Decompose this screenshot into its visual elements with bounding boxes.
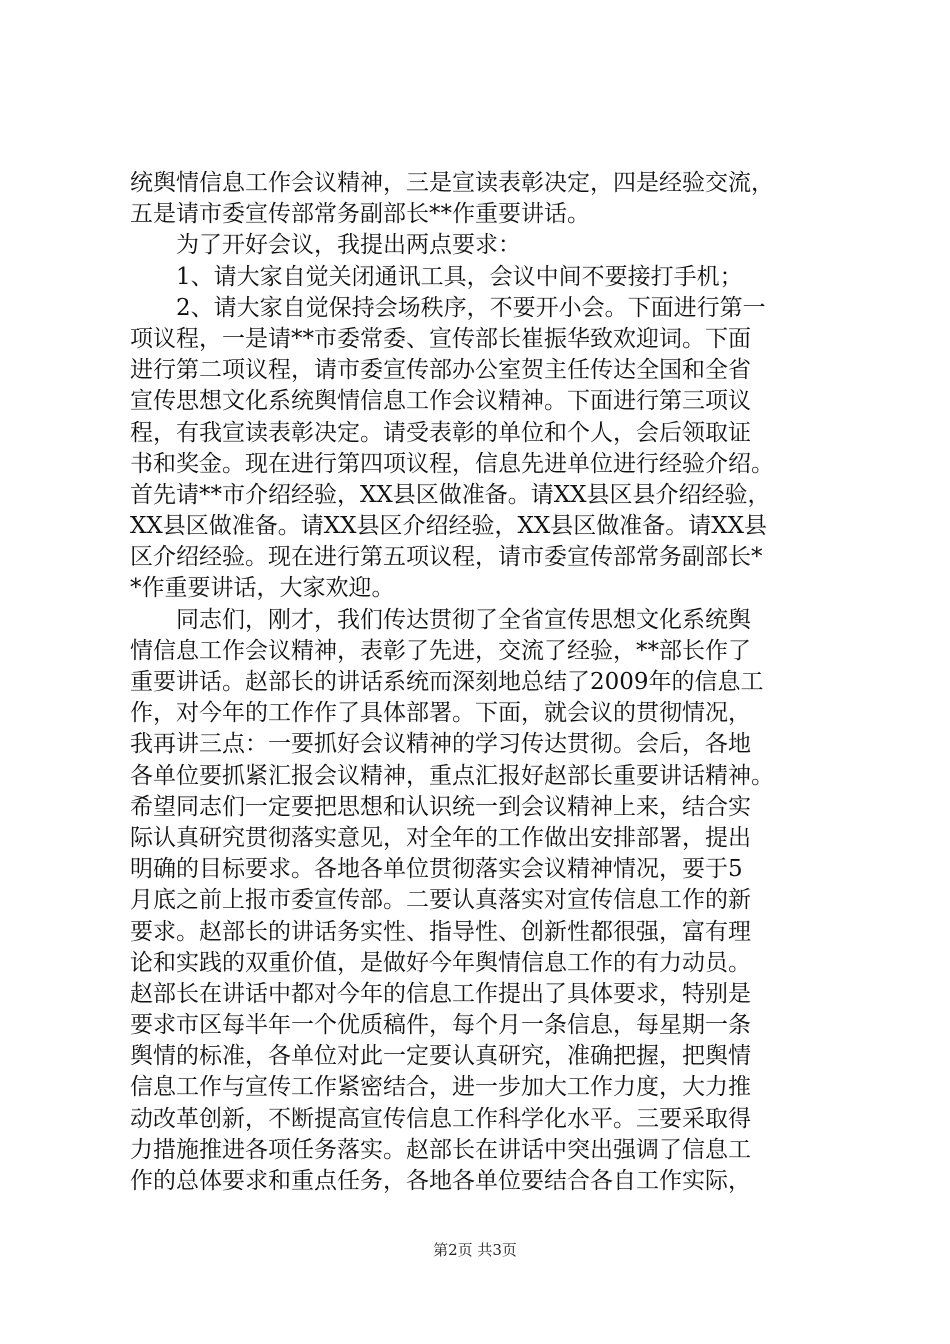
- text-line: 情信息工作会议精神，表彰了先进，交流了经验，**部长作了: [130, 637, 751, 664]
- text-line: 舆情的标准，各单位对此一定要认真研究，准确把握，把舆情: [130, 1043, 751, 1070]
- text-line: 动改革创新，不断提高宣传信息工作科学化水平。三要采取得: [130, 1105, 751, 1132]
- text-line: 2、请大家自觉保持会场秩序，不要开小会。下面进行第一: [130, 294, 766, 321]
- text-line: 论和实践的双重价值，是做好今年舆情信息工作的有力动员。: [130, 949, 751, 976]
- text-line: XX县区做准备。请XX县区介绍经验，XX县区做准备。请XX县: [130, 513, 767, 540]
- page-number-footer: 第2页 共3页: [433, 1241, 517, 1259]
- text-line: 进行第二项议程，请市委宣传部办公室贺主任传达全国和全省: [130, 357, 751, 384]
- text-line: 希望同志们一定要把思想和认识统一到会议精神上来，结合实: [130, 793, 751, 820]
- text-line: 书和奖金。现在进行第四项议程，信息先进单位进行经验介绍。: [130, 450, 774, 477]
- text-line: 各单位要抓紧汇报会议精神，重点汇报好赵部长重要讲话精神。: [130, 762, 774, 789]
- text-line: 区介绍经验。现在进行第五项议程，请市委宣传部常务副部长*: [130, 544, 763, 571]
- text-line: 宣传思想文化系统舆情信息工作会议精神。下面进行第三项议: [130, 388, 751, 415]
- text-line: 我再讲三点：一要抓好会议精神的学习传达贯彻。会后，各地: [130, 731, 751, 758]
- text-line: 为了开好会议，我提出两点要求：: [130, 232, 521, 259]
- body-text: [130, 168, 830, 1197]
- text-line: 月底之前上报市委宣传部。二要认真落实对宣传信息工作的新: [130, 887, 751, 914]
- text-line: 作，对今年的工作作了具体部署。下面，就会议的贯彻情况，: [130, 700, 751, 727]
- text-line: 赵部长在讲话中都对今年的信息工作提出了具体要求，特别是: [130, 980, 751, 1007]
- text-line: 要求。赵部长的讲话务实性、指导性、创新性都很强，富有理: [130, 918, 751, 945]
- text-line: 力措施推进各项任务落实。赵部长在讲话中突出强调了信息工: [130, 1136, 751, 1163]
- text-line: 程，有我宣读表彰决定。请受表彰的单位和个人，会后领取证: [130, 419, 751, 446]
- text-line: 统舆情信息工作会议精神，三是宣读表彰决定，四是经验交流，: [130, 170, 774, 196]
- text-line: 1、请大家自觉关闭通讯工具，会议中间不要接打手机；: [130, 263, 743, 290]
- text-line: 要求市区每半年一个优质稿件，每个月一条信息，每星期一条: [130, 1012, 751, 1039]
- text-line: 信息工作与宣传工作紧密结合，进一步加大工作力度，大力推: [130, 1074, 751, 1101]
- text-line: 项议程，一是请**市委常委、宣传部长崔振华致欢迎词。下面: [130, 325, 751, 352]
- text-line: 同志们，刚才，我们传达贯彻了全省宣传思想文化系统舆: [130, 606, 751, 633]
- text-line: 际认真研究贯彻落实意见，对全年的工作做出安排部署，提出: [130, 824, 751, 851]
- text-line: 重要讲话。赵部长的讲话系统而深刻地总结了2009年的信息工: [130, 669, 764, 695]
- text-line: 明确的目标要求。各地各单位贯彻落实会议精神情况，要于5: [130, 856, 743, 883]
- text-line: *作重要讲话，大家欢迎。: [130, 575, 395, 602]
- text-line: 作的总体要求和重点任务，各地各单位要结合各自工作实际，: [130, 1168, 751, 1194]
- text-line: 首先请**市介绍经验，XX县区做准备。请XX县区县介绍经验，: [130, 481, 771, 508]
- text-line: 五是请市委宣传部常务副部长**作重要讲话。: [130, 201, 590, 228]
